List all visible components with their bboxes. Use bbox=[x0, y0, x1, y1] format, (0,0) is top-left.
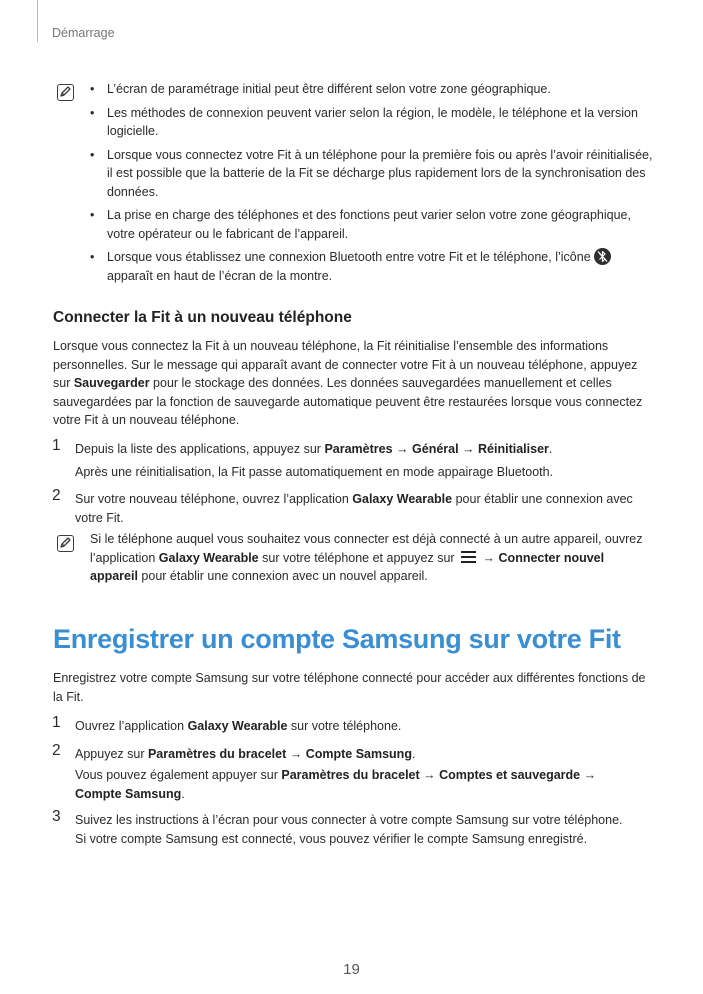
step-text: Suivez les instructions à l’écran pour vous connecter à votre compte Samsung sur votre téléphone. bbox=[75, 813, 623, 827]
period: . bbox=[411, 747, 416, 761]
menu-path-band-settings: Paramètres du bracelet bbox=[147, 747, 287, 761]
step-number: 3 bbox=[52, 808, 61, 825]
step-followup: Après une réinitialisation, la Fit passe automatiquement en mode appairage Bluetooth. bbox=[75, 465, 554, 479]
step-followup bbox=[75, 766, 645, 803]
note-bullet-bluetooth bbox=[88, 248, 654, 285]
notes-list bbox=[88, 80, 654, 290]
app-name-galaxy-wearable: Galaxy Wearable bbox=[187, 719, 288, 733]
arrow: → bbox=[458, 442, 479, 456]
menu-path-samsung-account: Compte Samsung bbox=[305, 747, 412, 761]
step-number: 1 bbox=[52, 714, 61, 731]
connect-heading: Connecter la Fit à un nouveau téléphone bbox=[53, 309, 352, 326]
arrow: → bbox=[419, 768, 440, 782]
arrow: → bbox=[392, 442, 413, 456]
intro-bold-save: Sauvegarder bbox=[73, 376, 150, 390]
menu-path-samsung-account: Compte Samsung bbox=[75, 786, 182, 801]
step-text-part: Appuyez sur bbox=[75, 747, 148, 761]
step-text bbox=[75, 745, 650, 764]
account-section-title: Enregistrer un compte Samsung sur votre Fit bbox=[53, 624, 621, 654]
app-name-galaxy-wearable: Galaxy Wearable bbox=[352, 492, 453, 506]
account-intro: Enregistrez votre compte Samsung sur votre téléphone connecté pour accéder aux différentes fonctions de la Fit. bbox=[53, 671, 646, 704]
note-text: Si le téléphone auquel vous souhaitez vous connecter est déjà connecté à un autre appareil, ouvrez l’application bbox=[90, 532, 643, 565]
note-pencil-icon bbox=[57, 84, 74, 101]
arrow: → bbox=[580, 768, 597, 782]
menu-icon bbox=[461, 551, 476, 563]
step-text-part: Depuis la liste des applications, appuyez sur bbox=[75, 442, 325, 456]
section-label: Démarrage bbox=[52, 26, 115, 40]
menu-path-settings: Paramètres bbox=[324, 442, 393, 456]
bt-text-before: Lorsque vous établissez une connexion Bluetooth entre votre Fit et le téléphone, l’icône bbox=[107, 250, 591, 264]
step-text-part: sur votre téléphone. bbox=[287, 719, 402, 733]
arrow: → bbox=[286, 747, 306, 761]
menu-path-band-settings: Paramètres du bracelet bbox=[281, 768, 420, 782]
period: . bbox=[548, 442, 553, 456]
intro-text: pour le stockage des données. Les données sauvegardées manuellement et celles sauvegardées par la fonction de sauvegarde automatique peuvent être restaurées lorsque vous connectez votre Fit à un nouveau téléphone. bbox=[53, 376, 643, 427]
menu-path-connect-new-device: Connecter nouvel appareil bbox=[90, 550, 605, 583]
step-text bbox=[75, 440, 650, 459]
menu-path-reset: Réinitialiser bbox=[478, 442, 549, 456]
step-text-part: Ouvrez l’application bbox=[75, 719, 188, 733]
connect-intro bbox=[53, 337, 649, 430]
page-number: 19 bbox=[343, 961, 360, 978]
step-number: 2 bbox=[52, 742, 61, 759]
note-text: pour établir une connexion avec un nouvel appareil. bbox=[137, 569, 428, 583]
bluetooth-disconnected-icon bbox=[594, 248, 611, 265]
menu-path-accounts-backup: Comptes et sauvegarde bbox=[439, 768, 581, 782]
step-text-part: Sur votre nouveau téléphone, ouvrez l’application bbox=[75, 492, 353, 506]
header-rule bbox=[37, 0, 38, 42]
note-bullet: • Lorsque vous connectez votre Fit à un téléphone pour la première fois ou après l’avoir réinitialisée, il est possible que la batterie de la Fit se décharge plus rapidement lors de la synchronisation des données. bbox=[88, 146, 654, 202]
step-text bbox=[75, 717, 650, 736]
step-text-part: Vous pouvez également appuyer sur bbox=[75, 768, 282, 782]
note-bullet: • Les méthodes de connexion peuvent varier selon la région, le modèle, le téléphone et la version logicielle. bbox=[88, 104, 654, 141]
menu-path-general: Général bbox=[412, 442, 459, 456]
period: . bbox=[181, 786, 185, 801]
step-text bbox=[75, 490, 635, 527]
intro-text: Lorsque vous connectez la Fit à un nouveau téléphone, la Fit réinitialise l’ensemble des informations personnelles. Sur le message qui apparaît avant de connecter votre Fit à un nouveau téléphone, appuyez sur bbox=[53, 339, 638, 390]
note-text: sur votre téléphone et appuyez sur bbox=[258, 550, 459, 565]
arrow: → bbox=[479, 550, 499, 565]
connect-note bbox=[90, 530, 650, 586]
step-text-part: pour établir une connexion avec votre Fit. bbox=[75, 492, 633, 525]
bt-text-after: apparaît en haut de l’écran de la montre. bbox=[107, 268, 333, 283]
note-pencil-icon bbox=[57, 535, 74, 552]
step-followup: Si votre compte Samsung est connecté, vous pouvez vérifier le compte Samsung enregistré. bbox=[75, 832, 588, 846]
app-name-galaxy-wearable: Galaxy Wearable bbox=[158, 550, 259, 565]
step-number: 1 bbox=[52, 437, 61, 454]
step-number: 2 bbox=[52, 487, 61, 504]
note-bullet: • La prise en charge des téléphones et des fonctions peut varier selon votre zone géographique, votre opérateur ou le fabricant de l’appareil. bbox=[88, 206, 654, 243]
note-bullet: • L’écran de paramétrage initial peut être différent selon votre zone géographique. bbox=[88, 80, 654, 99]
